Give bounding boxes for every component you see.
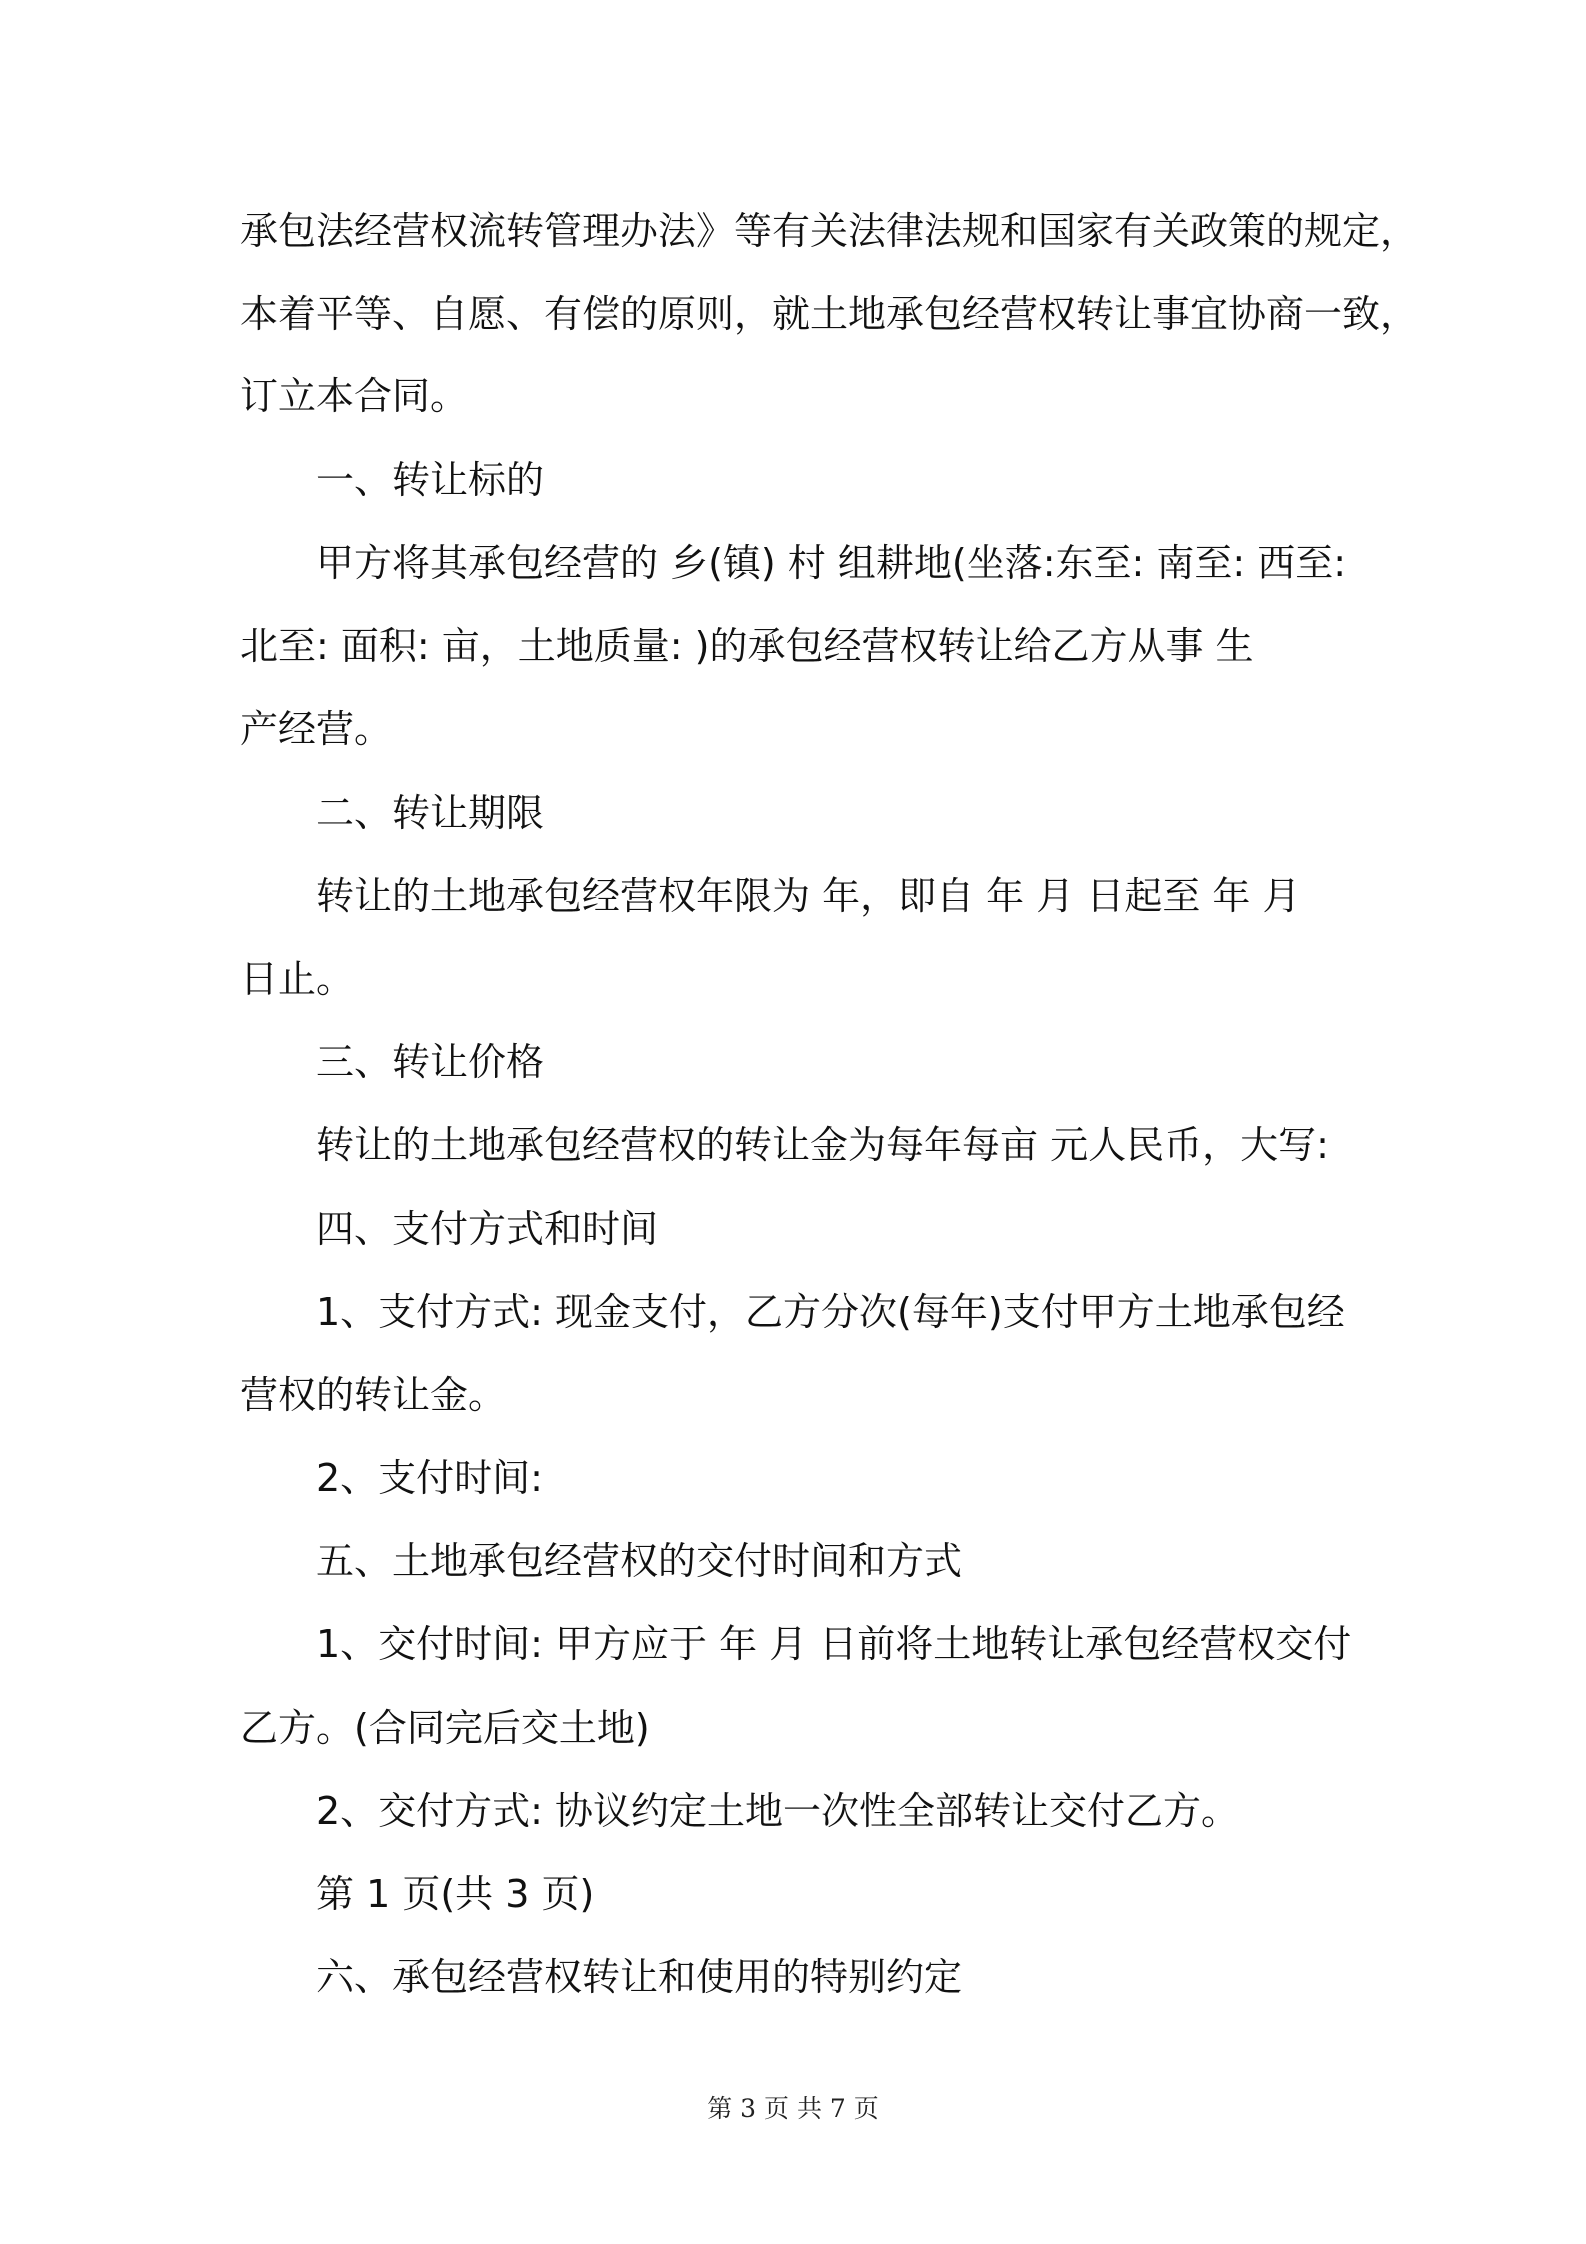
paragraph-line: 1、支付方式: 现金支付，乙方分次(每年)支付甲方土地承包经 <box>316 1290 1345 1334</box>
paragraph-line: 北至: 面积: 亩，土地质量: )的承包经营权转让给乙方从事 生 <box>240 624 1254 668</box>
paragraph-line: 乙方。(合同完后交土地) <box>240 1706 650 1750</box>
inline-page-marker: 第 1 页(共 3 页) <box>316 1872 595 1916</box>
paragraph-line: 1、交付时间: 甲方应于 年 月 日前将土地转让承包经营权交付 <box>316 1622 1352 1666</box>
page-footer: 第 3 页 共 7 页 <box>707 2094 879 2123</box>
section-heading: 四、支付方式和时间 <box>316 1207 659 1251</box>
paragraph-line: 转让的土地承包经营权年限为 年，即自 年 月 日起至 年 月 <box>316 874 1301 918</box>
paragraph-line: 产经营。 <box>240 707 393 751</box>
paragraph-line: 日止。 <box>240 957 355 1001</box>
paragraph-line: 承包法经营权流转管理办法》等有关法律法规和国家有关政策的规定， <box>240 209 1419 253</box>
paragraph-line: 2、交付方式: 协议约定土地一次性全部转让交付乙方。 <box>316 1789 1240 1833</box>
paragraph-line: 营权的转让金。 <box>240 1373 507 1417</box>
paragraph-line: 订立本合同。 <box>240 374 469 418</box>
section-heading: 三、转让价格 <box>316 1040 545 1084</box>
paragraph-line: 转让的土地承包经营权的转让金为每年每亩 元人民币，大写: <box>316 1123 1329 1167</box>
paragraph-line: 甲方将其承包经营的 乡(镇) 村 组耕地(坐落:东至: 南至: 西至: <box>316 541 1347 585</box>
section-heading: 五、土地承包经营权的交付时间和方式 <box>316 1539 963 1583</box>
section-heading: 二、转让期限 <box>316 791 545 835</box>
section-heading: 六、承包经营权转让和使用的特别约定 <box>316 1955 963 1999</box>
section-heading: 一、转让标的 <box>316 458 545 502</box>
paragraph-line: 2、支付时间: <box>316 1456 543 1500</box>
paragraph-line: 本着平等、自愿、有偿的原则，就土地承包经营权转让事宜协商一致， <box>240 292 1419 336</box>
